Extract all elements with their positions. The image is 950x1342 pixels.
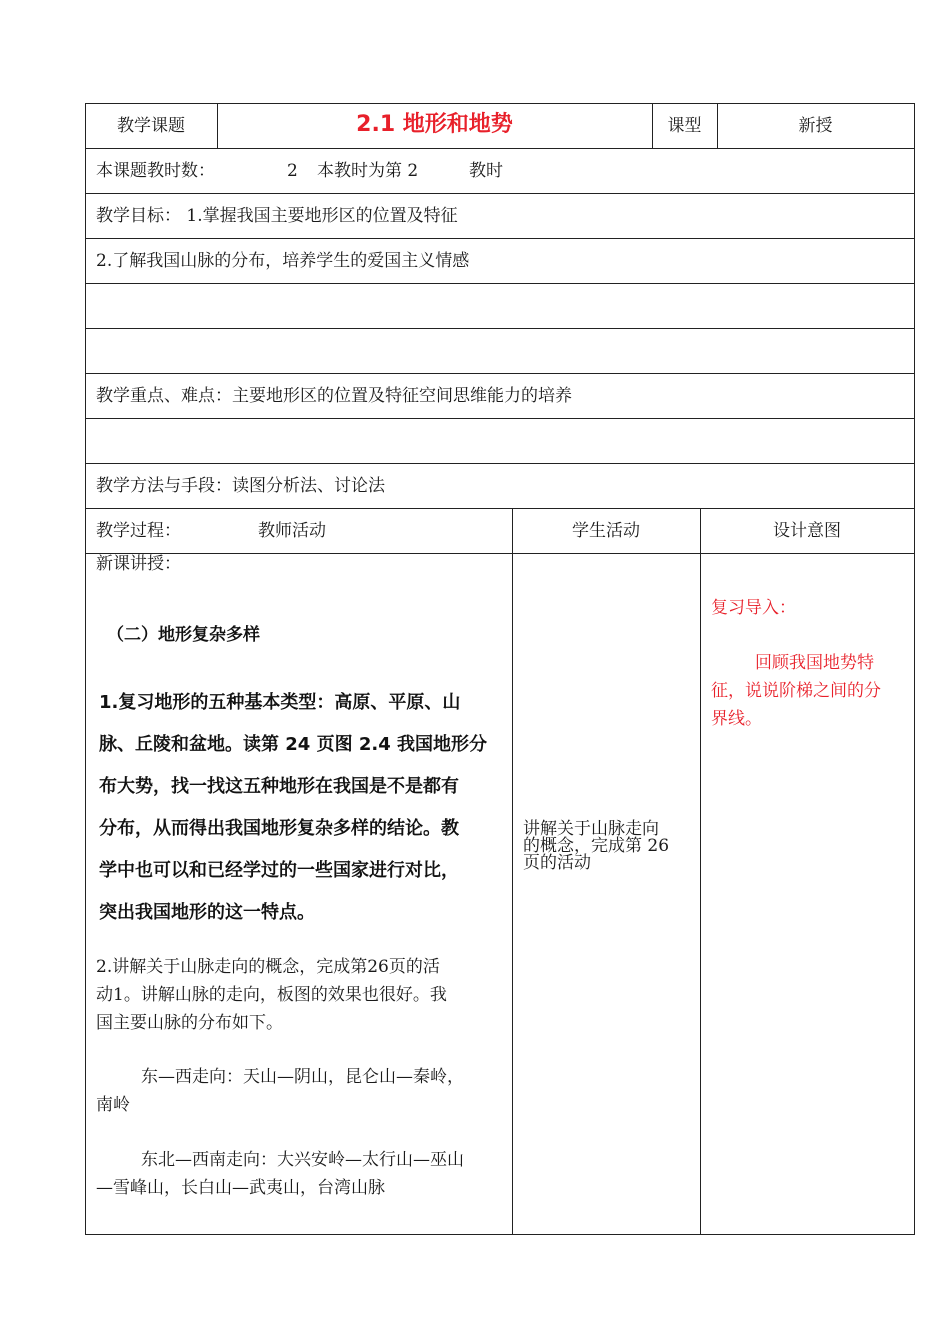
point-2-block [96,953,447,1037]
nesw-line: —雪峰山，长白山—武夷山，台湾山脉 [96,1178,385,1198]
row-divider [85,463,915,464]
point-1-line: 突出我国地形的这一特点。 [99,902,315,923]
design-line: 回顾我国地势特 [755,653,874,673]
east-west-line: 东—西走向：天山—阴山，昆仑山—秦岭， [141,1067,464,1087]
northeast-southwest-block [96,1146,464,1202]
design-line: 界线。 [711,709,762,729]
point-2-line: 动1。讲解山脉的走向，板图的效果也很好。我 [96,985,447,1005]
current-lesson-label: 本教时为第 2 [317,161,419,181]
point-2-line: 2.讲解关于山脉走向的概念，完成第26页的活 [96,957,440,977]
row-divider [85,283,915,284]
design-intent-header: 设计意图 [773,521,841,541]
row-divider [85,418,915,419]
page-title: 2.1 地形和地势 [356,112,513,137]
current-lesson-unit: 教时 [469,161,503,181]
section-heading: （二）地形复杂多样 [107,625,260,645]
col-divider [512,508,513,1235]
point-1-block [99,682,487,934]
teacher-activity-header: 教师活动 [258,521,326,541]
lesson-plan-table [85,103,915,1235]
student-line: 页的活动 [523,853,591,873]
hours-value: 2 [287,161,298,181]
row-divider [85,373,915,374]
key-points: 教学重点、难点：主要地形区的位置及特征空间思维能力的培养 [96,386,572,406]
point-2-line: 国主要山脉的分布如下。 [96,1013,283,1033]
new-lesson-intro: 新课讲授： [96,554,181,574]
table-border-left [85,103,86,1235]
table-border-bottom [85,1234,915,1235]
table-border-top [85,103,915,104]
process-label: 教学过程： [96,521,181,541]
teaching-goal-2: 2.了解我国山脉的分布，培养学生的爱国主义情感 [96,251,470,271]
design-heading: 复习导入： [711,598,796,618]
teaching-methods: 教学方法与手段：读图分析法、讨论法 [96,476,385,496]
east-west-line: 南岭 [96,1095,130,1115]
teaching-goal-1: 教学目标： 1.掌握我国主要地形区的位置及特征 [96,206,458,226]
row-divider [85,193,915,194]
student-line: 的概念，完成第 26 [523,836,670,856]
student-activity-text [523,821,669,872]
east-west-block [96,1063,464,1119]
nesw-line: 东北—西南走向：大兴安岭—太行山—巫山 [141,1150,464,1170]
student-activity-header: 学生活动 [572,521,640,541]
type-label: 课型 [667,116,702,136]
row-divider [85,508,915,509]
point-1-line: 学中也可以和已经学过的一些国家进行对比， [99,860,459,881]
design-text [711,649,881,733]
row-divider [85,553,915,554]
row-divider [85,328,915,329]
col-divider [700,508,701,1235]
hours-label: 本课题教时数： [96,161,215,181]
design-line: 征，说说阶梯之间的分 [711,681,881,701]
table-border-right [914,103,915,1235]
row-divider [85,148,915,149]
student-line: 讲解关于山脉走向 [523,819,659,839]
type-value: 新授 [798,116,833,136]
row-divider [85,238,915,239]
point-1-line: 1.复习地形的五种基本类型：高原、平原、山 [99,692,461,713]
point-1-line: 布大势，找一找这五种地形在我国是不是都有 [99,776,459,797]
point-1-line: 脉、丘陵和盆地。读第 24 页图 2.4 我国地形分 [99,734,488,755]
point-1-line: 分布，从而得出我国地形复杂多样的结论。教 [99,818,459,839]
course-label: 教学课题 [117,116,185,136]
